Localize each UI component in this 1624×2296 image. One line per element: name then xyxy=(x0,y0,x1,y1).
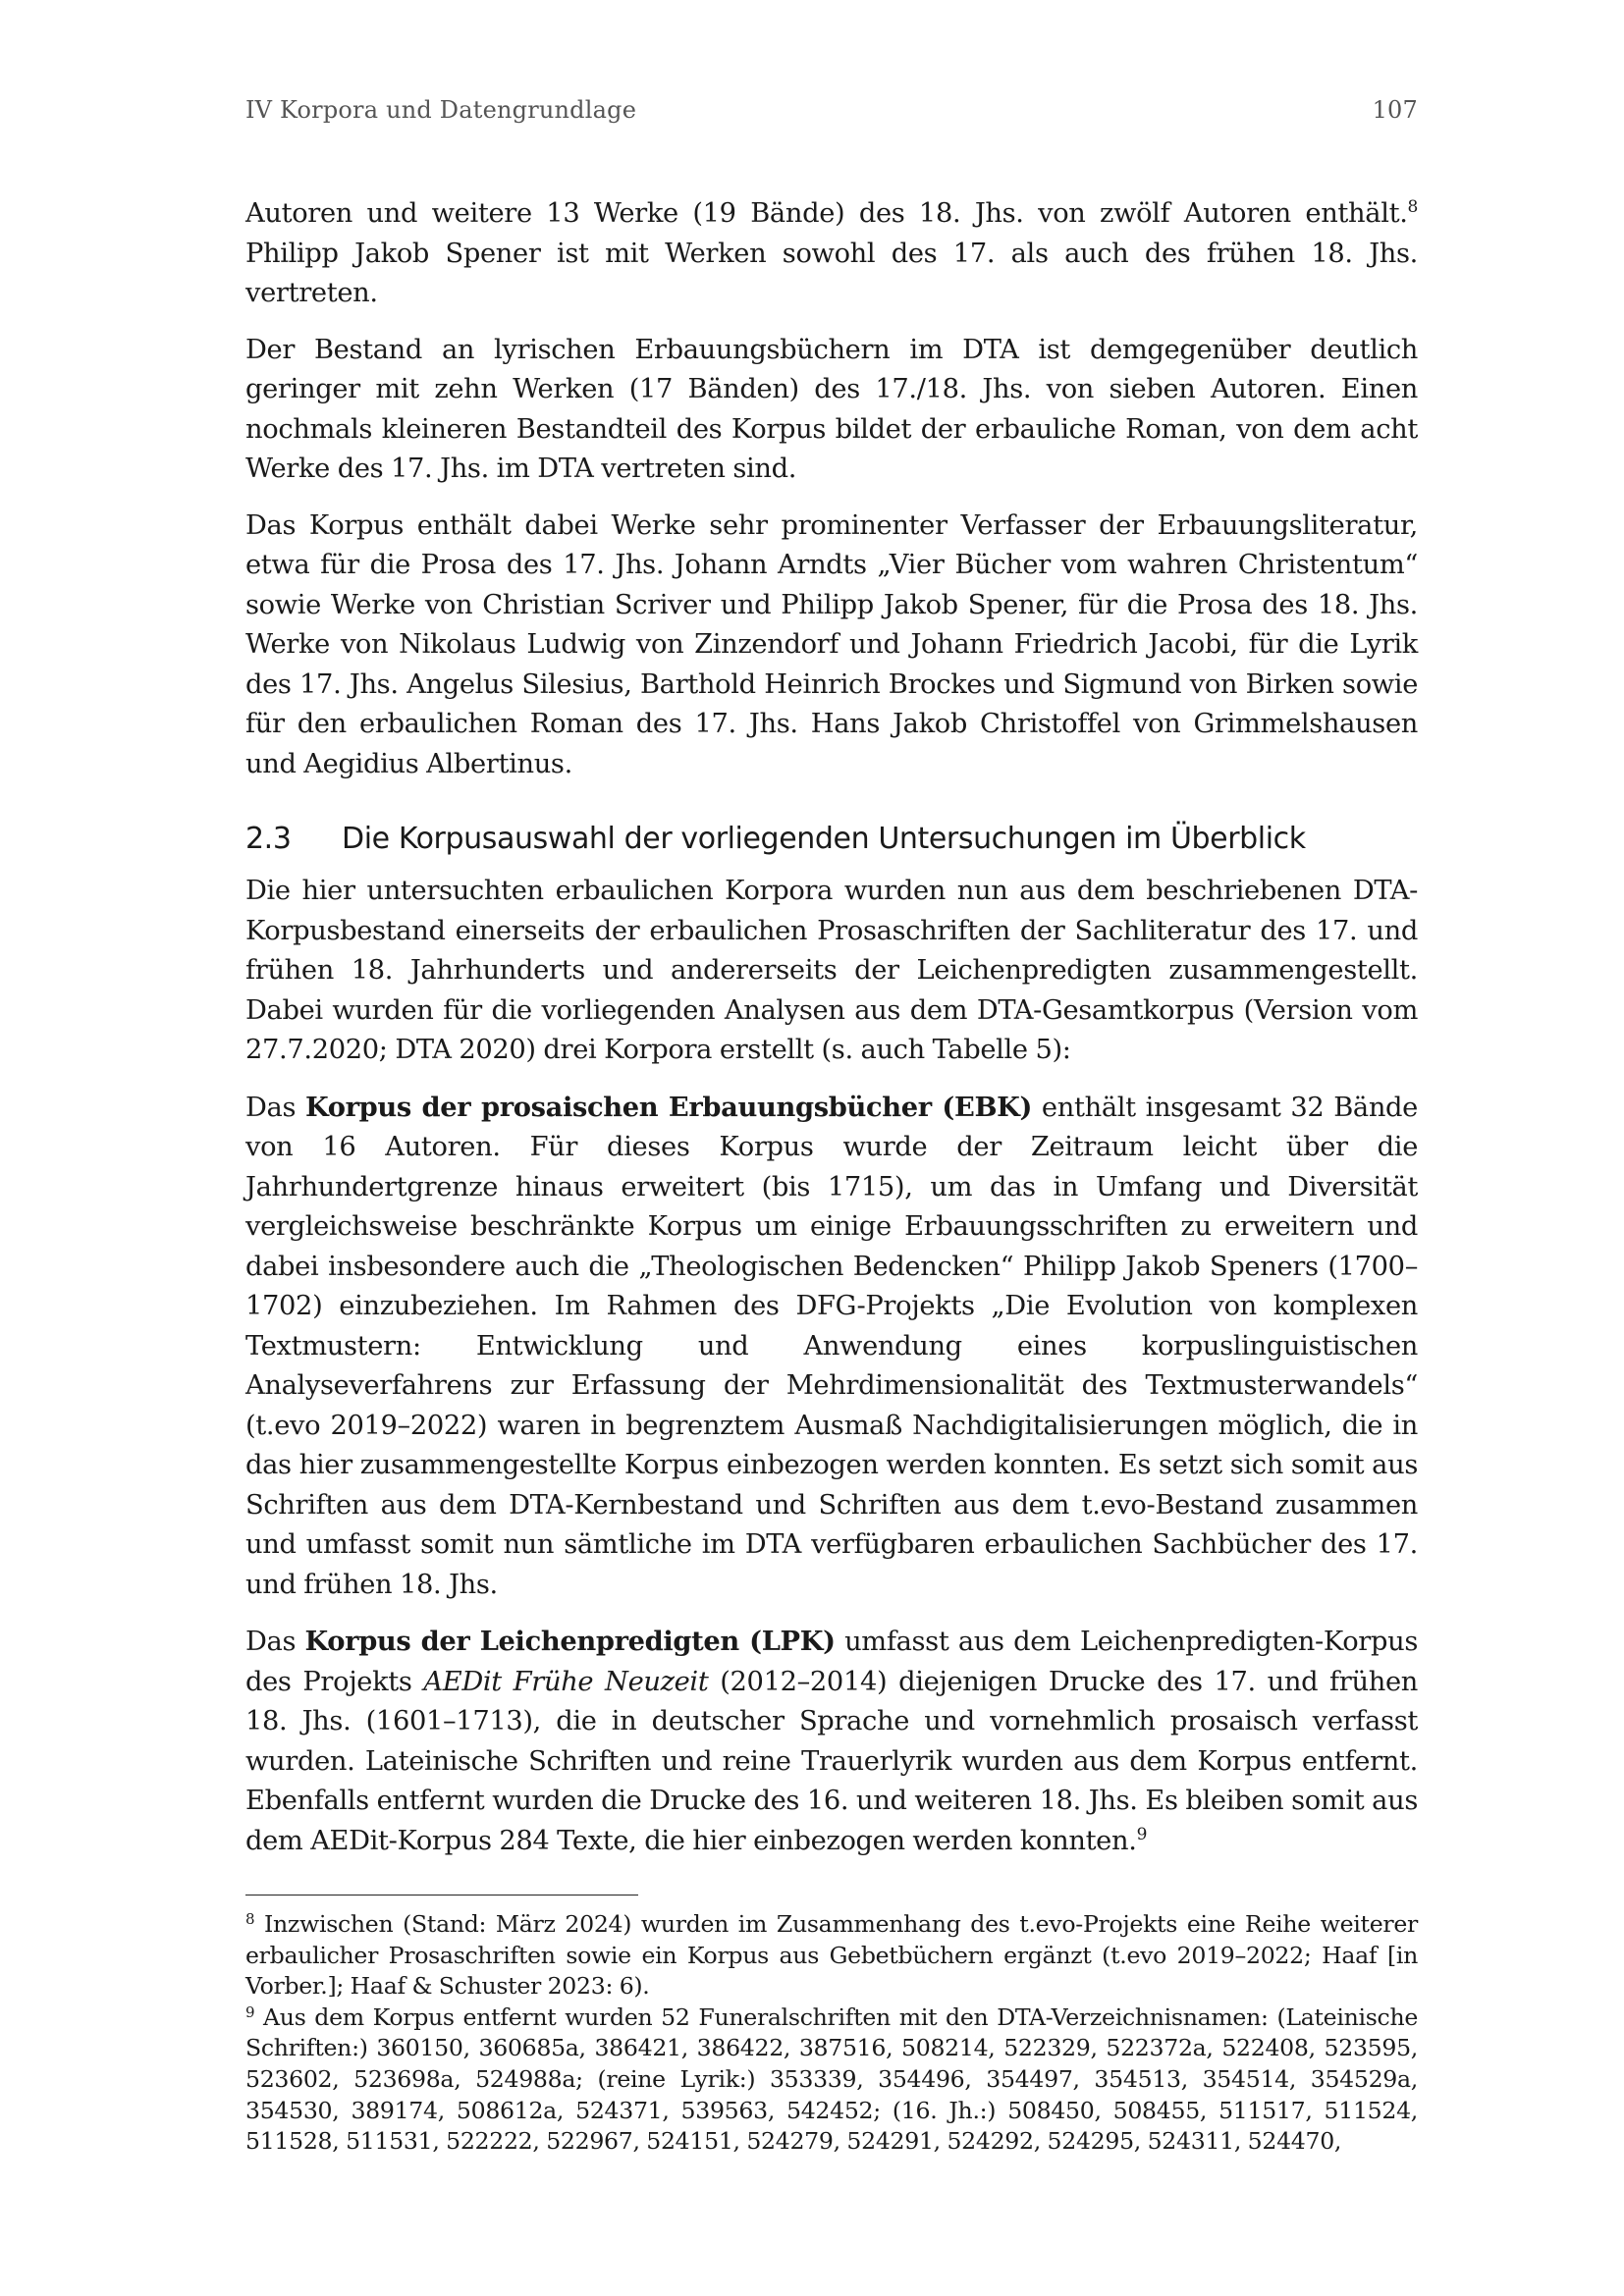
running-header xyxy=(245,96,1418,124)
paragraph: Die hier untersuchten erbaulichen Korpora wurden nun aus dem beschriebenen DTA-Korpusbestand einerseits der erbaulichen Prosaschriften der Sachliteratur des 17. und frühen 18. Jahrhunderts und andererseits der Leichenpredigten zusammengestellt. Dabei wurden für die vorliegenden Analysen aus dem DTA-Gesamtkorpus (Version vom 27.7.2020; DTA 2020) drei Korpora erstellt (s. auch Tabelle 5): xyxy=(245,876,1418,1065)
footnote-9 xyxy=(245,2002,1418,2158)
page-number: 107 xyxy=(1372,96,1418,124)
footnote-text: Aus dem Korpus entfernt wurden 52 Funeralschriften mit den DTA-Verzeichnisnamen: (Lateinische Schriften:) 360150, 360685a, 386421, 386422, 387516, 508214, 522329, 522372a, 522408, 523595, 523602, 523698a, 524988a; (reine Lyrik:) 353339, 354496, 354497, 354513, 354514, 354529a, 354530, 389174, 508612a, 524371, 539563, 542452; (16. Jh.:) 508450, 508455, 511517, 511524, 511528, 511531, 522222, 522967, 524151, 524279, 524291, 524292, 524295, 524311, 524470, xyxy=(245,2002,1418,2156)
paragraph xyxy=(245,1622,1418,1861)
paragraph-text: (2012–2014) diejenigen Drucke des 17. und frühen 18. Jhs. (1601–1713), die in deutscher Sprache und vornehmlich prosaisch verfasst wurden. Lateinische Schriften und reine Trauerlyrik wurden aus dem Korpus entfernt. Ebenfalls entfernt wurden die Drucke des 16. und weiteren 18. Jhs. Es bleiben somit aus dem AEDit-Korpus 284 Texte, die hier einbezogen werden konnten. xyxy=(245,1666,1418,1856)
footnote-text: Inzwischen (Stand: März 2024) wurden im Zusammenhang des t.evo-Projekts eine Reihe weiterer erbaulicher Prosaschriften sowie ein Korpus aus Gebetbüchern ergänzt (t.evo 2019–2022; Haaf [in Vorber.]; Haaf & Schuster 2023: 6). xyxy=(245,1910,1418,2001)
paragraph xyxy=(245,194,1418,314)
paragraph xyxy=(245,1088,1418,1606)
corpus-name-lpk: Korpus der Leichenpredigten (LPK) xyxy=(304,1626,836,1657)
footnote-mark: 9 xyxy=(245,2002,255,2021)
footnote-separator xyxy=(245,1895,638,1896)
paragraph: Das Korpus enthält dabei Werke sehr prominenter Verfasser der Erbauungsliteratur, etwa für die Prosa des 17. Jhs. Johann Arndts „Vier Bücher vom wahren Christentum“ sowie Werke von Christian Scriver und Philipp Jakob Spener, für die Prosa des 18. Jhs. Werke von Nikolaus Ludwig von Zinzendorf und Johann Friedrich Jacobi, für die Lyrik des 17. Jhs. Angelus Silesius, Barthold Heinrich Brockes und Sigmund von Birken sowie für den erbaulichen Roman des 17. Jhs. Hans Jakob Christoffel von Grimmelshausen und Aegidius Albertinus. xyxy=(245,509,1418,779)
footnote-ref-8[interactable]: 8 xyxy=(1407,197,1418,217)
corpus-name-ebk: Korpus der prosaischen Erbauungsbücher (EBK) xyxy=(304,1091,1033,1123)
paragraph-text: umfasst aus dem Leichenpredigten-Korpus des Projekts xyxy=(245,1627,1418,1697)
chapter-title: IV Korpora und Datengrundlage xyxy=(245,96,637,124)
project-name: AEDit Frühe Neuzeit xyxy=(423,1666,709,1697)
paragraph-text: Das xyxy=(245,1092,305,1123)
paragraph: Der Bestand an lyrischen Erbauungsbüchern im DTA ist demgegenüber deutlich geringer mit zehn Werken (17 Bänden) des 17./18. Jhs. von sieben Autoren. Einen nochmals kleineren Bestandteil des Korpus bildet der erbauliche Roman, von dem acht Werke des 17. Jhs. im DTA vertreten sind. xyxy=(245,334,1418,484)
body-text xyxy=(245,194,1418,2158)
section-title: Die Korpusauswahl der vorliegenden Untersuchungen im Überblick xyxy=(342,822,1306,856)
footnote-mark: 8 xyxy=(245,1910,255,1928)
footnote-ref-9[interactable]: 9 xyxy=(1136,1824,1148,1844)
section-heading xyxy=(245,820,1418,859)
paragraph-text: Das xyxy=(245,1627,305,1657)
paragraph-text: Philipp Jakob Spener ist mit Werken sowohl des 17. als auch des frühen 18. Jhs. vertreten. xyxy=(245,238,1418,308)
section-number: 2.3 xyxy=(245,822,292,856)
paragraph-text: enthält insgesamt 32 Bände von 16 Autoren. Für dieses Korpus wurde der Zeitraum leicht über die Jahrhundertgrenze hinaus erweitert (bis 1715), um das in Umfang und Diversität vergleichsweise beschränkte Korpus um einige Erbauungsschriften zu erweitern und dabei insbesondere auch die „Theologischen Bedencken“ Philipp Jakob Speners (1700–1702) einzubeziehen. Im Rahmen des DFG-Projekts „Die Evolution von komplexen Textmustern: Entwicklung und Anwendung eines korpuslinguistischen Analyseverfahrens zur Erfassung der Mehrdimensionalität des Textmusterwandels“ (t.evo 2019–2022) waren in begrenztem Ausmaß Nachdigitalisierungen möglich, die in das hier zusammengestellte Korpus einbezogen werden konnten. Es setzt sich somit aus Schriften aus dem DTA-Kernbestand und Schriften aus dem t.evo-Bestand zusammen und umfasst somit nun sämtliche im DTA verfügbaren erbaulichen Sachbücher des 17. und frühen 18. Jhs. xyxy=(245,1092,1418,1600)
footnote-8 xyxy=(245,1909,1418,2002)
paragraph-text: Autoren und weitere 13 Werke (19 Bände) des 18. Jhs. von zwölf Autoren enthält. xyxy=(245,198,1408,229)
